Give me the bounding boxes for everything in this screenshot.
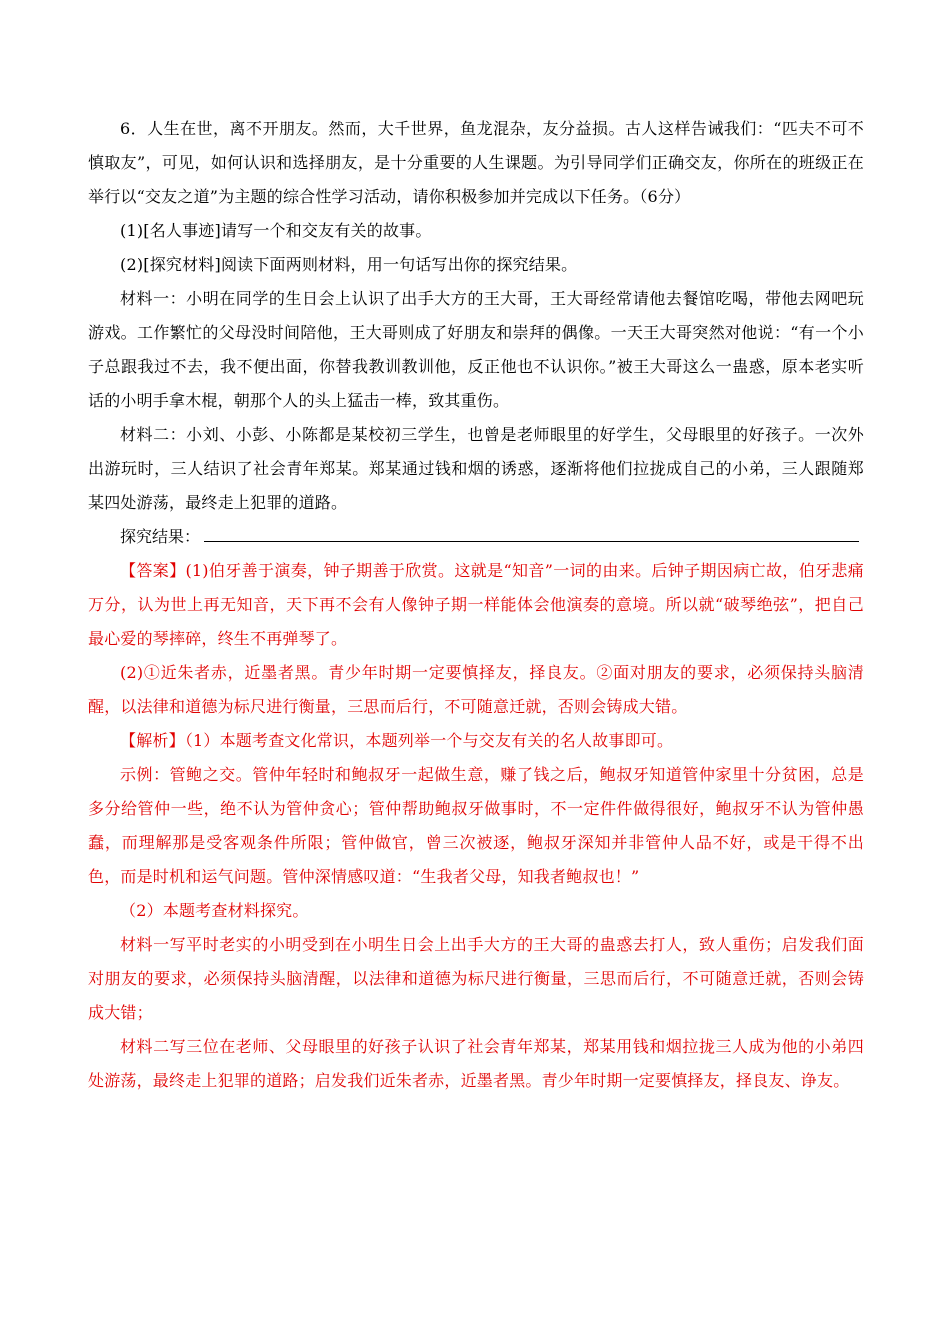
answer-part-1 xyxy=(88,554,864,656)
question-task-2: (2)[探究材料]阅读下面两则材料，用一句话写出你的探究结果。 xyxy=(120,255,578,274)
answer-part-1-text: (1)伯牙善于演奏，钟子期善于欣赏。这就是“知音”一词的由来。后钟子期因病亡故，伯牙悲痛万分，认为世上再无知音，天下再不会有人像钟子期一样能体会他演奏的意境。所以就“破琴绝弦”，把自己最心爱的琴摔碎，终生不再弹琴了。 xyxy=(88,561,864,648)
question-task-1: (1)[名人事迹]请写一个和交友有关的故事。 xyxy=(120,221,432,240)
material-two: 材料二：小刘、小彭、小陈都是某校初三学生，也曾是老师眼里的好学生，父母眼里的好孩子。一次外出游玩时，三人结识了社会青年郑某。郑某通过钱和烟的诱惑，逐渐将他们拉拢成自己的小弟，三人跟随郑某四处游荡，最终走上犯罪的道路。 xyxy=(88,425,864,512)
answer-blank xyxy=(204,521,859,542)
material-one: 材料一：小明在同学的生日会上认识了出手大方的王大哥，王大哥经常请他去餐馆吃喝，带他去网吧玩游戏。工作繁忙的父母没时间陪他，王大哥则成了好朋友和崇拜的偶像。一天王大哥突然对他说：“有一个小子总跟我过不去，我不便出面，你替我教训教训他，反正他也不认识你。”被王大哥这么一蛊惑，原本老实听话的小明手拿木棍，朝那个人的头上猛击一棒，致其重伤。 xyxy=(88,289,864,410)
analysis-example: 示例：管鲍之交。管仲年轻时和鲍叔牙一起做生意，赚了钱之后，鲍叔牙知道管仲家里十分贫困，总是多分给管仲一些，绝不认为管仲贪心；管仲帮助鲍叔牙做事时，不一定件件做得很好，鲍叔牙不认为管仲愚蠢，而理解那是受客观条件所限；管仲做官，曾三次被逐，鲍叔牙深知并非管仲人品不好，或是干得不出色，而是时机和运气问题。管仲深情感叹道：“生我者父母，知我者鲍叔也！” xyxy=(88,765,864,886)
analysis-material-one: 材料一写平时老实的小明受到在小明生日会上出手大方的王大哥的蛊惑去打人，致人重伤；启发我们面对朋友的要求，必须保持头脑清醒，以法律和道德为标尺进行衡量，三思而后行，不可随意迁就，否则会铸成大错； xyxy=(88,935,864,1022)
result-label: 探究结果： xyxy=(120,527,201,546)
answer-part-2: (2)①近朱者赤，近墨者黑。青少年时期一定要慎择友，择良友。②面对朋友的要求，必须保持头脑清醒，以法律和道德为标尺进行衡量，三思而后行，不可随意迁就，否则会铸成大错。 xyxy=(88,663,864,716)
analysis-part-2: （2）本题考查材料探究。 xyxy=(120,901,309,920)
answer-label: 【答案】 xyxy=(120,561,186,580)
analysis-part-1 xyxy=(88,724,864,758)
analysis-material-two: 材料二写三位在老师、父母眼里的好孩子认识了社会青年郑某，郑某用钱和烟拉拢三人成为他的小弟四处游荡，最终走上犯罪的道路；启发我们近朱者赤，近墨者黑。青少年时期一定要慎择友，择良友、诤友。 xyxy=(88,1037,864,1090)
question-intro: 6．人生在世，离不开朋友。然而，大千世界，鱼龙混杂，友分益损。古人这样告诫我们：“匹夫不可不慎取友”，可见，如何认识和选择朋友，是十分重要的人生课题。为引导同学们正确交友，你所在的班级正在举行以“交友之道”为主题的综合性学习活动，请你积极参加并完成以下任务。（6分） xyxy=(88,119,864,206)
document-page xyxy=(88,112,864,1098)
analysis-label: 【解析】 xyxy=(120,731,185,750)
analysis-part-1-text: （1）本题考查文化常识，本题列举一个与交友有关的名人故事即可。 xyxy=(184,731,674,750)
result-answer-line xyxy=(88,520,864,554)
